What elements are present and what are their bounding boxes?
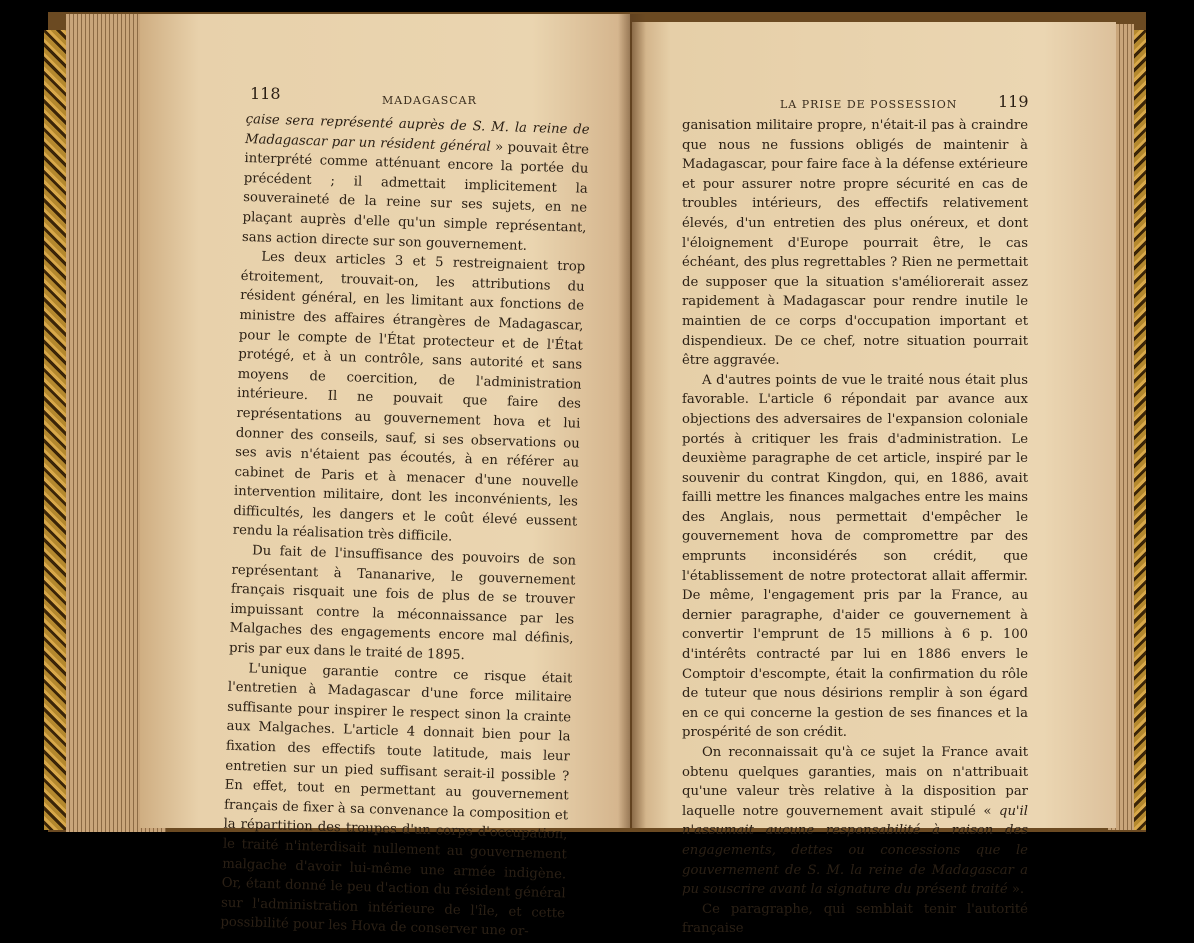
text-run: Du fait de l'insuffisance des pouvoirs de son représentant à Tananarive, le gouvernement français risquait une fois de plus de se trouver impuissant contre la méconnaissance par les Malgaches des engagements encore mal définis, pris par eux dans le traité de 1895.	[228, 543, 577, 664]
italic-text: qu'il n'assumait aucune responsabilité à raison des engagements, dettes ou concessions que le gouvernement de S. M. la reine de Madagascar a pu souscrire avant la signature du présent traité	[682, 803, 1028, 898]
paragraph	[682, 900, 1028, 939]
left-page-body	[220, 110, 590, 943]
right-page-body	[682, 116, 1028, 939]
book-gutter	[618, 14, 646, 828]
right-running-head: LA PRISE DE POSSESSION	[780, 98, 958, 111]
italic-text: çaise sera représenté auprès de S. M. la reine de Madagascar par un résident général	[244, 111, 590, 155]
paragraph	[682, 371, 1028, 743]
paragraph	[682, 743, 1028, 900]
text-run: A d'autres points de vue le traité nous était plus favorable. L'article 6 répondait par avance aux objections des adversaires de l'expansion coloniale portés à critiquer les frais d'administration. Le deuxième paragraphe de cet article, inspiré par le souvenir du contrat Kingdon, qui, en 1886, avait failli mettre les finances malgaches entre les mains des Anglais, nous permettait d'empêcher le gouvernement hova de compromettre par des emprunts inconsidérés son crédit, que l'établissement de notre protectorat allait affermir. De même, l'engagement pris par la France, au dernier paragraphe, d'aider ce gouvernement à convertir l'emprunt de 15 millions à 6 p. 100 d'intérêts contracté par lui en 1886 envers le Comptoir d'escompte, était la confirmation du rôle de tuteur que nous désirions remplir à son égard en ce qui concerne la gestion de ses finances et la prospérité de son crédit.	[682, 372, 1028, 741]
left-page-number: 118	[250, 84, 281, 103]
paragraph	[220, 658, 572, 943]
text-run: Les deux articles 3 et 5 restreignaient trop étroitement, trouvait-on, les attributions du résident général, en les limitant aux fonctions de ministre des affaires étrangères de Madagascar, pour le compte de l'État protecteur et de l'État protégé, et à un contrôle, sans autorité et sans moyens de coercition, de l'administration intérieure. Il ne pouvait que faire des représentations au gouvernement hova et lui donner des conseils, sauf, si ses observations ou ses avis n'étaient pas écoutés, à en référer au cabinet de Paris et à menacer d'une nouvelle intervention militaire, dont les inconvénients, les difficultés, les dangers et le coût élevé eussent rendu la réalisation très difficile.	[232, 249, 586, 546]
paragraph	[242, 110, 590, 258]
left-running-head: MADAGASCAR	[382, 94, 477, 107]
text-run: ganisation militaire propre, n'était-il pas à craindre que nous ne fussions obligés de maintenir à Madagascar, pour faire face à la défense extérieure et pour assurer notre propre sécurité en cas de troubles intérieurs, des effectifs relativement élevés, d'un entretien des plus onéreux, et dont l'éloignement d'Europe pourrait être, le cas échéant, des plus regrettables ? Rien ne permettait de supposer que la situation s'améliorerait assez rapidement à Madagascar pour rendre inutile le maintien de ce corps d'occupation important et dispendieux. De ce chef, notre situation pourrait être aggravée.	[682, 118, 1028, 369]
text-run: Ce paragraphe, qui semblait tenir l'autorité française	[682, 901, 1028, 937]
paragraph	[232, 247, 585, 552]
text-run: L'unique garantie contre ce risque était l'entretien à Madagascar d'une force militaire suffisante pour inspirer le respect sinon la crainte aux Malgaches. L'article 4 donnait bien pour la fixation des effectifs toute latitude, mais leur entretien sur un pied suffisant serait-il possible ? En effet, tout en permettant au gouvernement français de fixer à sa convenance la composition et la répartition des troupes d'un corps d'occupation, le traité n'interdisait nullement au gouvernement malgache d'avoir lui-même une armée indigène. Or, étant donné le peu d'action du résident général sur l'administration intérieure de l'île, et cette possibilité pour les Hova de conserver une or-	[220, 660, 573, 940]
text-run: » pouvait être interprété comme atténuant encore la portée du précédent ; il admettait implicitement la souveraineté de la reine sur ses sujets, en ne plaçant auprès d'elle qu'un simple représentant, sans action directe sur son gouvernement.	[241, 139, 590, 254]
paragraph	[682, 116, 1028, 371]
paragraph	[229, 541, 577, 669]
text-run: On reconnaissait qu'à ce sujet la France avait obtenu quelques garanties, mais on n'attribuait qu'une valeur très relative à la disposition par laquelle notre gouvernement avait stipulé «	[682, 745, 1028, 819]
right-page-number: 119	[998, 92, 1029, 111]
text-run: ».	[1007, 882, 1025, 898]
